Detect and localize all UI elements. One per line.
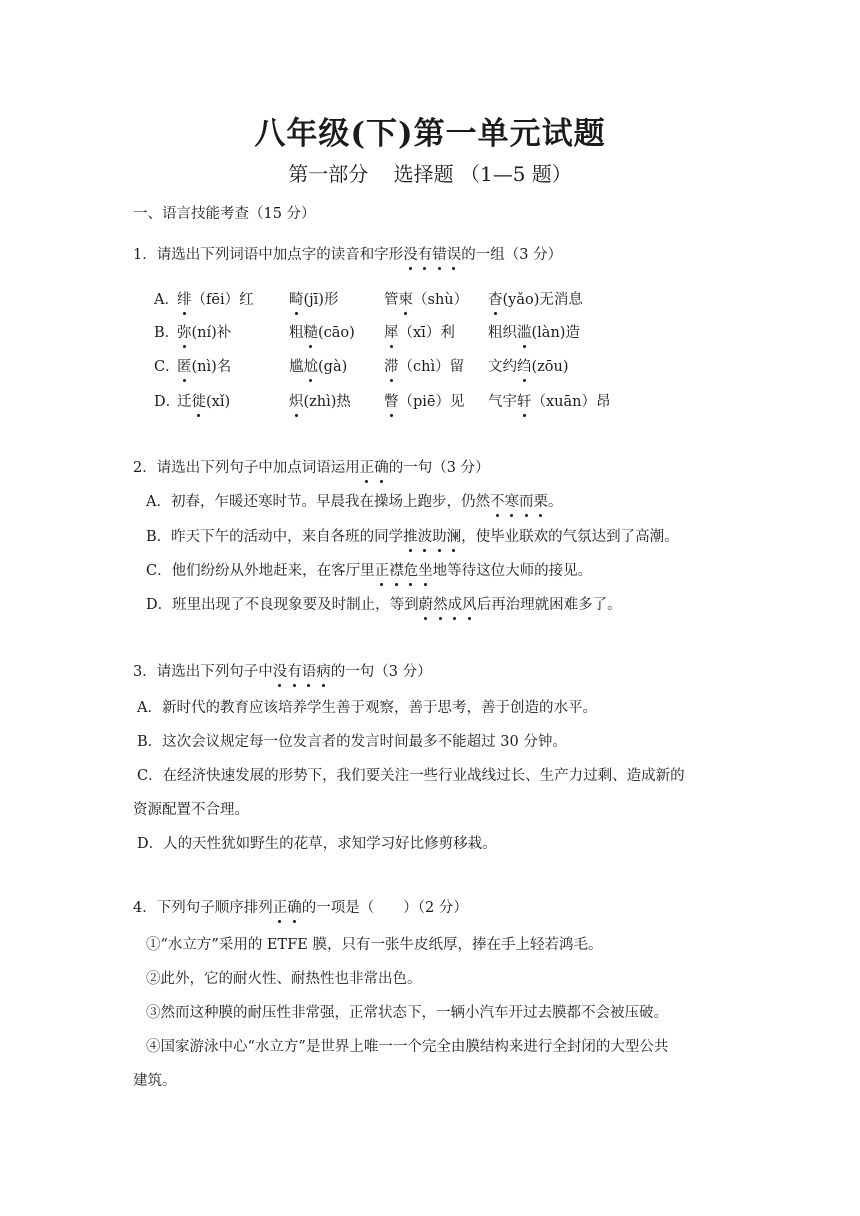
dotted-char: 病 xyxy=(316,664,331,680)
emphasized-char xyxy=(399,292,414,308)
stem-text: 的一句（3 分） xyxy=(388,460,490,476)
question-4-sentence-2: ②此外，它的耐火性、耐热性也非常出色。 xyxy=(146,971,422,987)
question-3-option-a: A．新时代的教育应该培养学生善于观察，善于思考，善于创造的水平。 xyxy=(137,700,597,716)
option-text: 地等待这位大师的接见。 xyxy=(432,563,593,579)
stem-text: 的一项是（ ）（2 分） xyxy=(301,900,468,916)
word-text: 文约 xyxy=(488,359,517,375)
option-word xyxy=(177,323,231,343)
question-4-sentence-3: ③然而这种膜的耐压性非常强，正常状态下，一辆小汽车开过去膜都不会被压破。 xyxy=(146,1005,668,1021)
dotted-char: 匿 xyxy=(177,359,192,375)
dotted-char: 绯 xyxy=(177,292,192,308)
dotted-char: 畸 xyxy=(289,292,304,308)
word-text: （piē）见 xyxy=(398,394,465,410)
option-word xyxy=(488,290,583,310)
word-text: 迁 xyxy=(177,394,192,410)
dotted-char: 推 xyxy=(403,529,418,545)
emphasized-char xyxy=(517,394,532,410)
dotted-char: 襟 xyxy=(389,563,404,579)
part-subtitle: 第一部分 选择题 （1—5 题） xyxy=(288,162,572,186)
option-text: 后再治理就困难多了。 xyxy=(476,597,622,613)
question-2-option-a xyxy=(146,492,562,512)
word-text: (nì)名 xyxy=(191,359,232,375)
word-text: (cāo) xyxy=(318,325,355,341)
word-text: 粗织 xyxy=(488,325,517,341)
word-text: (zhì)热 xyxy=(303,394,351,410)
dotted-char: 正 xyxy=(272,900,288,916)
dotted-char: 柬 xyxy=(398,292,413,308)
dotted-char: 尬 xyxy=(303,359,318,375)
word-text: (jī)形 xyxy=(303,292,339,308)
question-4-sentence-1: ①“水立方”采用的 ETFE 膜，只有一张牛皮纸厚，捧在手上轻若鸿毛。 xyxy=(146,937,603,953)
dotted-char: 正 xyxy=(359,460,375,476)
question-2-option-d xyxy=(146,595,622,615)
question-3-option-c-line1: C．在经济快速发展的形势下，我们要关注一些行业战线过长、生产力过剩、造成新的 xyxy=(137,768,685,784)
dotted-char: 正 xyxy=(374,563,390,579)
option-label: B． xyxy=(154,325,180,341)
word-text: （xī）利 xyxy=(398,325,455,341)
stem-text: 2．请选出下列句子中加点词语运用 xyxy=(133,460,360,476)
emphasized-char xyxy=(177,292,192,308)
word-text: (xǐ) xyxy=(206,394,231,410)
option-label: D． xyxy=(154,394,181,410)
question-1-stem xyxy=(133,245,562,265)
option-word xyxy=(177,392,230,412)
dotted-char: 有 xyxy=(287,664,302,680)
option-text: 。 xyxy=(547,494,563,510)
question-2-stem xyxy=(133,458,490,478)
stem-emphasis xyxy=(403,247,461,263)
option-word xyxy=(177,357,231,377)
dotted-char: 炽 xyxy=(289,394,304,410)
dotted-char: 然 xyxy=(433,597,448,613)
option-label: A． xyxy=(154,292,179,308)
dotted-char: 糙 xyxy=(303,325,318,341)
option-word xyxy=(177,290,254,310)
question-4-stem xyxy=(133,898,468,918)
word-text: （xuān）昂 xyxy=(531,394,611,410)
emphasized-char xyxy=(177,359,192,375)
option-word xyxy=(384,323,455,343)
word-text: （fēi）红 xyxy=(191,292,254,308)
emphasized-char xyxy=(177,325,192,341)
dotted-char: 没 xyxy=(403,247,418,263)
section-heading: 一、语言技能考查（15 分） xyxy=(133,206,316,222)
option-word xyxy=(289,290,338,310)
emphasized-char xyxy=(384,394,399,410)
option-word xyxy=(488,392,611,412)
question-3-option-c-line2: 资源配置不合理。 xyxy=(133,802,249,818)
option-text: ，使毕业联欢的气氛达到了高潮。 xyxy=(461,529,679,545)
option-word xyxy=(384,392,465,412)
option-text: C．他们纷纷从外地赶来，在客厅里 xyxy=(146,563,375,579)
emphasized-char xyxy=(517,359,532,375)
word-text: (ní)补 xyxy=(191,325,232,341)
option-word xyxy=(384,357,464,377)
stem-emphasis xyxy=(273,664,331,680)
emphasized-char xyxy=(289,394,304,410)
word-text: （shù） xyxy=(413,292,469,308)
emphasized-char xyxy=(384,325,399,341)
option-emphasis xyxy=(419,597,477,613)
dotted-char: 语 xyxy=(301,664,317,680)
option-label: C． xyxy=(154,359,180,375)
option-text: D．班里出现了不良现象要及时制止，等到 xyxy=(146,597,419,613)
dotted-char: 滥 xyxy=(517,325,532,341)
stem-text: 3．请选出下列句子中 xyxy=(133,664,273,680)
dotted-char: 绉 xyxy=(517,359,532,375)
stem-text: 的一句（3 分） xyxy=(330,664,432,680)
word-text: 气宇 xyxy=(488,394,517,410)
option-word xyxy=(289,357,347,377)
dotted-char: 弥 xyxy=(177,325,192,341)
stem-text: 4．下列句子顺序排列 xyxy=(133,900,273,916)
dotted-char: 错 xyxy=(432,247,447,263)
option-text: B．昨天下午的活动中，来自各班的同学 xyxy=(146,529,404,545)
stem-emphasis xyxy=(360,460,389,476)
option-word xyxy=(289,323,355,343)
dotted-char: 徙 xyxy=(191,394,206,410)
emphasized-char xyxy=(289,292,304,308)
dotted-char: 不 xyxy=(489,494,505,510)
option-text: A．初春，乍暖还寒时节。早晨我在操场上跑步，仍然 xyxy=(146,494,490,510)
dotted-char: 确 xyxy=(287,900,302,916)
word-text: (gà) xyxy=(318,359,348,375)
dotted-char: 栗 xyxy=(533,494,548,510)
emphasized-char xyxy=(192,394,207,410)
dotted-char: 风 xyxy=(462,597,477,613)
word-text: (làn)造 xyxy=(531,325,580,341)
option-word xyxy=(289,392,351,412)
question-4-sentence-4-line1: ④国家游泳中心“水立方”是世界上唯一一个完全由膜结构来进行全封闭的大型公共 xyxy=(146,1039,669,1055)
dotted-char: 滞 xyxy=(384,359,399,375)
stem-emphasis xyxy=(273,900,302,916)
dotted-char: 轩 xyxy=(517,394,532,410)
option-word xyxy=(384,290,468,310)
word-text: 管 xyxy=(384,292,399,308)
emphasized-char xyxy=(304,359,319,375)
dotted-char: 坐 xyxy=(418,563,433,579)
dotted-char: 危 xyxy=(403,563,419,579)
page-title: 八年级(下)第一单元试题 xyxy=(254,116,606,152)
dotted-char: 波 xyxy=(417,529,433,545)
word-text: (zōu) xyxy=(531,359,569,375)
question-3-option-d: D．人的天性犹如野生的花草，求知学习好比修剪移栽。 xyxy=(137,836,497,852)
emphasized-char xyxy=(304,325,319,341)
dotted-char: 犀 xyxy=(384,325,399,341)
dotted-char: 助 xyxy=(432,529,447,545)
dotted-char: 蔚 xyxy=(418,597,434,613)
dotted-char: 而 xyxy=(518,494,534,510)
dotted-char: 瞥 xyxy=(384,394,399,410)
dotted-char: 确 xyxy=(374,460,389,476)
dotted-char: 澜 xyxy=(446,529,462,545)
question-3-option-b: B．这次会议规定每一位发言者的发言时间最多不能超过 30 分钟。 xyxy=(137,734,567,750)
option-word xyxy=(488,357,569,377)
emphasized-char xyxy=(384,359,399,375)
word-text: 粗 xyxy=(289,325,304,341)
word-text: 尴 xyxy=(289,359,304,375)
dotted-char: 杳 xyxy=(488,292,503,308)
dotted-char: 没 xyxy=(272,664,288,680)
dotted-char: 成 xyxy=(447,597,463,613)
dotted-char: 误 xyxy=(446,247,462,263)
option-emphasis xyxy=(375,563,433,579)
word-text: (yǎo)无消息 xyxy=(502,292,583,308)
option-emphasis xyxy=(490,494,548,510)
stem-text: 1．请选出下列词语中加点字的读音和字形 xyxy=(133,247,404,263)
option-word xyxy=(488,323,580,343)
question-4-sentence-4-line2: 建筑。 xyxy=(133,1073,177,1089)
question-2-option-c xyxy=(146,561,592,581)
dotted-char: 寒 xyxy=(504,494,519,510)
stem-text: 的一组（3 分） xyxy=(461,247,563,263)
question-3-stem xyxy=(133,662,432,682)
emphasized-char xyxy=(517,325,532,341)
dotted-char: 有 xyxy=(417,247,433,263)
word-text: （chì）留 xyxy=(398,359,465,375)
question-2-option-b xyxy=(146,527,679,547)
option-emphasis xyxy=(403,529,461,545)
emphasized-char xyxy=(488,292,503,308)
